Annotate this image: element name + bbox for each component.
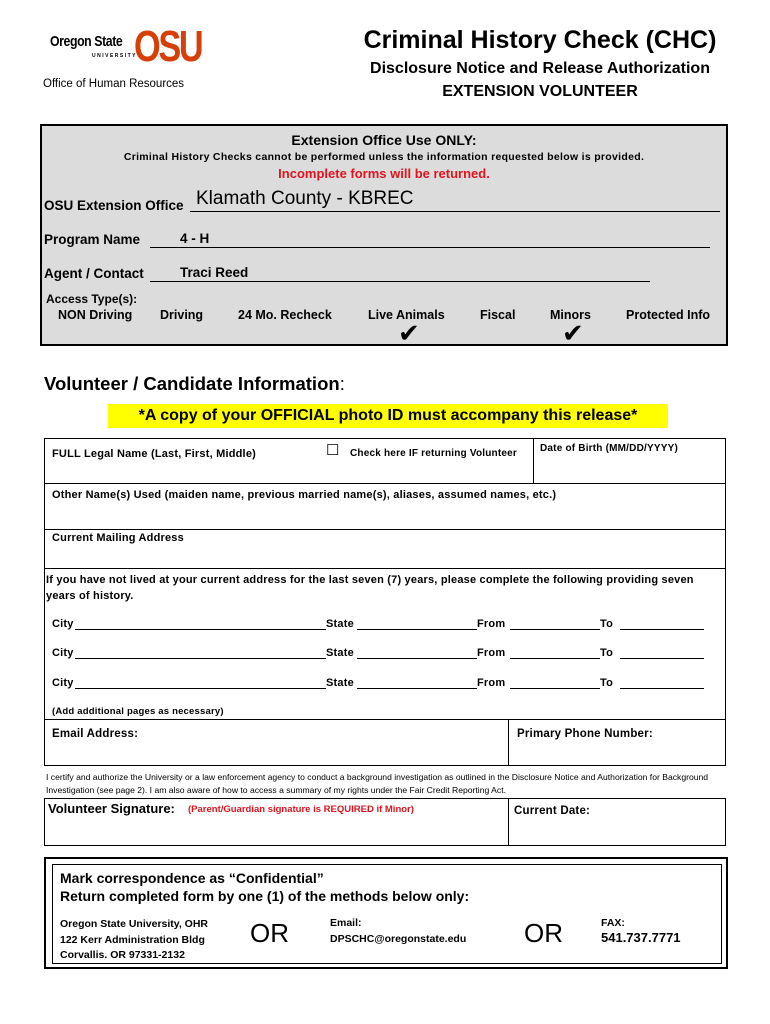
email-return-label: Email: [330,917,362,929]
extension-box-note: Criminal History Checks cannot be performed unless the information requested below is provided. [123,151,645,163]
office-value: Klamath County - KBREC [196,188,414,209]
history-to-field[interactable] [620,616,704,630]
incomplete-warning: Incomplete forms will be returned. [278,166,490,181]
residence-history-note: If you have not lived at your current address for the last seven (7) years, please complete the following providing seven years of history. [46,574,694,602]
photo-id-notice: *A copy of your OFFICIAL photo ID must accompany this release* [108,404,668,428]
certification-text: I certify and authorize the University or a law enforcement agency to conduct a background investigation as outlined in the Disclosure Notice and Authorization for Background Investigation (see page 2). I am also aware of how to access a summary of my rights under the Fair Credit Reporting Act. [46,772,709,795]
or-separator: OR [250,918,289,948]
access-fiscal[interactable]: Fiscal [480,308,516,322]
access-driving[interactable]: Driving [160,308,204,322]
history-city-label: City [52,618,74,630]
history-state-label: State [326,618,354,630]
history-from-label: From [477,647,506,659]
history-state-field[interactable] [357,645,477,659]
legal-name-field[interactable] [44,438,533,484]
history-state-field[interactable] [357,675,477,689]
current-date-field[interactable] [509,820,726,846]
program-value: 4 - H [180,231,210,246]
logo-subtext: UNIVERSITY [92,53,138,59]
extension-box-title: Extension Office Use ONLY: [291,132,477,148]
agent-label: Agent / Contact [44,266,144,281]
additional-pages-note: (Add additional pages as necessary) [52,706,224,717]
history-to-label: To [600,677,614,689]
other-names-label: Other Name(s) Used (maiden name, previous married name(s), aliases, assumed names, etc.) [52,489,557,501]
fax-label: FAX: [601,917,625,929]
mailing-return-address [60,917,208,964]
history-city-field[interactable] [75,616,326,630]
access-types-label: Access Type(s): [46,292,138,306]
fax-value: 541.737.7771 [601,930,681,945]
live-animals-check-icon: ✔ [398,318,420,348]
agent-field[interactable] [150,264,650,282]
logo-mark: OSU [134,22,202,71]
current-date-label: Current Date: [514,805,591,817]
osu-logo [50,22,202,74]
agent-value: Traci Reed [180,265,249,280]
address-line: Corvallis. OR 97331-2132 [60,949,185,961]
history-to-field[interactable] [620,645,704,659]
history-to-field[interactable] [620,675,704,689]
email-field[interactable] [44,719,508,766]
signature-label: Volunteer Signature: [48,801,175,816]
access-non-driving[interactable]: NON Driving [58,308,133,322]
office-name: Office of Human Resources [43,78,185,90]
history-city-field[interactable] [75,645,326,659]
program-field[interactable] [150,230,710,248]
signature-field[interactable] [44,816,508,846]
dob-field[interactable] [534,458,724,482]
history-from-field[interactable] [510,645,600,659]
office-field[interactable] [190,190,720,212]
history-from-field[interactable] [510,616,600,630]
office-label: OSU Extension Office [44,198,184,213]
access-24mo-recheck[interactable]: 24 Mo. Recheck [238,308,332,322]
email-label: Email Address: [52,728,139,740]
form-subtitle-2: EXTENSION VOLUNTEER [442,83,638,100]
access-protected-info[interactable]: Protected Info [626,308,711,322]
history-city-label: City [52,677,74,689]
phone-label: Primary Phone Number: [517,728,653,740]
signature-minor-note: (Parent/Guardian signature is REQUIRED if Minor) [188,804,414,815]
history-from-label: From [477,677,506,689]
history-city-label: City [52,647,74,659]
returning-label: Check here IF returning Volunteer [350,448,518,459]
history-state-label: State [326,677,354,689]
program-label: Program Name [44,232,141,247]
dob-label: Date of Birth (MM/DD/YYYY) [540,443,678,454]
form-title: Criminal History Check (CHC) [363,26,717,54]
or-separator: OR [524,918,563,948]
returning-checkbox[interactable]: ☐ [326,442,340,459]
form-subtitle: Disclosure Notice and Release Authorization [370,60,710,77]
return-methods-note: Return completed form by one (1) of the methods below only: [60,888,470,904]
address-line: 122 Kerr Administration Bldg [60,933,205,946]
history-from-field[interactable] [510,675,600,689]
minors-check-icon: ✔ [562,318,584,348]
extension-office-box [40,124,728,346]
history-to-label: To [600,647,614,659]
history-city-field[interactable] [75,675,326,689]
history-state-field[interactable] [357,616,477,630]
mailing-address-label: Current Mailing Address [52,532,184,544]
volunteer-section-title: Volunteer / Candidate Information: [44,373,345,394]
access-minors[interactable]: Minors [550,308,591,322]
address-line: Oregon State University, OHR [60,918,209,930]
legal-name-label: FULL Legal Name (Last, First, Middle) [52,448,256,460]
logo-text: Oregon State [50,33,123,50]
history-to-label: To [600,618,614,630]
history-from-label: From [477,618,506,630]
access-live-animals[interactable]: Live Animals [368,308,445,322]
phone-field[interactable] [509,719,726,766]
confidential-note: Mark correspondence as “Confidential” [60,870,324,886]
history-state-label: State [326,647,354,659]
email-return-value[interactable]: DPSCHC@oregonstate.edu [330,933,467,945]
